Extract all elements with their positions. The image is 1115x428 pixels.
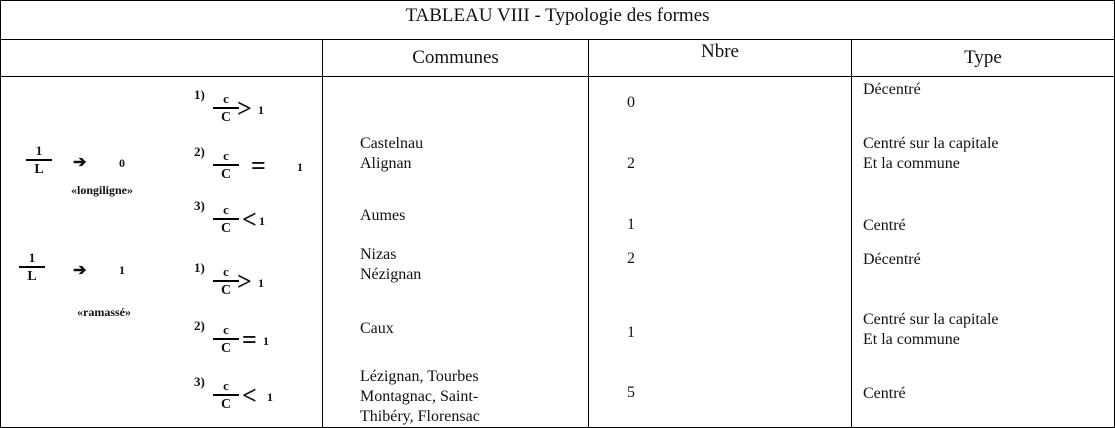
- column-divider-2: [588, 40, 589, 427]
- ratio-l-top: 1 L: [26, 144, 52, 177]
- formula-number: 1): [194, 260, 205, 275]
- title-divider: [1, 39, 1114, 40]
- commune-aumes: Aumes: [360, 207, 406, 224]
- label-longiligne: «longiligne»: [71, 183, 134, 197]
- nbre-row-4: 2: [627, 250, 635, 267]
- column-divider-1: [322, 40, 323, 427]
- type-row-2-line2: Et la commune: [863, 155, 960, 172]
- nbre-row-6: 5: [627, 384, 635, 401]
- arrow-right-icon: ➔: [73, 154, 87, 171]
- less-than-sign: <: [242, 205, 257, 234]
- nbre-row-2: 2: [627, 155, 635, 172]
- ratio-value-top: 0: [119, 156, 125, 170]
- header-communes: Communes: [412, 47, 499, 68]
- commune-thibery-florensac: Thibéry, Florensac: [360, 408, 480, 425]
- formula-fraction-c-over-C: c C: [213, 379, 239, 412]
- nbre-row-1: 0: [627, 94, 635, 111]
- greater-than-sign: >: [237, 94, 252, 123]
- less-than-sign: <: [242, 381, 257, 410]
- formula-fraction-c-over-C: c C: [213, 92, 239, 125]
- formula-number: 1): [194, 87, 205, 102]
- formula-number: 2): [194, 144, 205, 159]
- formula-rhs: 1: [263, 334, 269, 348]
- header-type: Type: [964, 47, 1002, 68]
- equals-sign: =: [242, 325, 257, 354]
- formula-number: 3): [194, 198, 205, 213]
- type-row-5-line2: Et la commune: [863, 331, 960, 348]
- formula-rhs: 1: [258, 276, 264, 290]
- nbre-row-5: 1: [627, 324, 635, 341]
- header-nbre: Nbre: [701, 41, 739, 62]
- column-divider-3: [851, 40, 852, 427]
- ratio-l-bottom: 1 L: [19, 251, 45, 284]
- formula-number: 3): [194, 374, 205, 389]
- type-row-3: Centré: [863, 217, 906, 234]
- type-row-4: Décentré: [863, 251, 921, 268]
- formula-fraction-c-over-C: c C: [213, 203, 239, 236]
- formula-fraction-c-over-C: c C: [213, 265, 239, 298]
- type-row-6: Centré: [863, 385, 906, 402]
- arrow-right-icon: ➔: [73, 262, 87, 279]
- type-row-5-line1: Centré sur la capitale: [863, 311, 999, 328]
- greater-than-sign: >: [237, 267, 252, 296]
- formula-rhs: 1: [267, 390, 273, 404]
- commune-montagnac-saint: Montagnac, Saint-: [360, 388, 479, 405]
- formula-rhs: 1: [259, 214, 265, 228]
- commune-castelnau: Castelnau: [360, 135, 424, 152]
- formula-rhs: 1: [297, 160, 303, 174]
- header-divider: [1, 76, 1114, 77]
- formula-fraction-c-over-C: c C: [213, 149, 239, 182]
- ratio-value-bottom: 1: [119, 263, 125, 277]
- type-row-1: Décentré: [863, 81, 921, 98]
- equals-sign: =: [251, 151, 266, 180]
- commune-caux: Caux: [360, 320, 394, 337]
- commune-lezignan-tourbes: Lézignan, Tourbes: [360, 368, 479, 385]
- nbre-row-3: 1: [627, 216, 635, 233]
- formula-number: 2): [194, 318, 205, 333]
- formula-rhs: 1: [258, 103, 264, 117]
- type-row-2-line1: Centré sur la capitale: [863, 135, 999, 152]
- commune-nezignan: Nézignan: [360, 266, 422, 283]
- commune-alignan: Alignan: [360, 155, 412, 172]
- label-ramasse: «ramassé»: [77, 305, 131, 319]
- formula-fraction-c-over-C: c C: [213, 323, 239, 356]
- table-title: TABLEAU VIII - Typologie des formes: [405, 5, 710, 26]
- commune-nizas: Nizas: [360, 246, 397, 263]
